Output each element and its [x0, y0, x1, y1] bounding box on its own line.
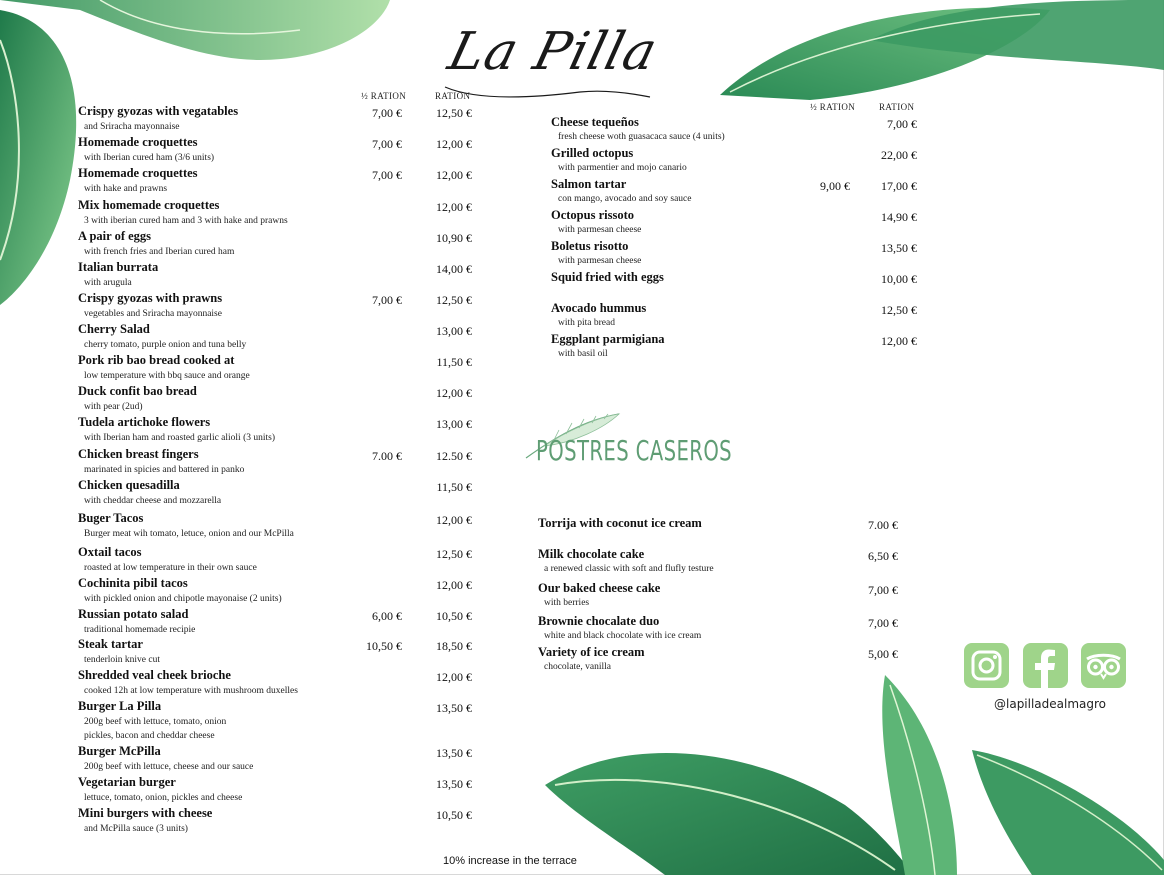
item-name: Squid fried with eggs [551, 270, 664, 284]
item-name: Italian burrata [78, 260, 159, 274]
item-description: with hake and prawns [84, 184, 168, 194]
item-description: 200g beef with lettuce, tomato, onion [84, 717, 227, 727]
ration-price: 12,50 € [436, 547, 472, 561]
dessert-price: 6,50 € [868, 549, 898, 563]
item-description: 3 with iberian cured ham and 3 with hake and prawns [84, 216, 288, 226]
ration-price: 18,50 € [436, 639, 472, 653]
item-name: Buger Tacos [78, 511, 144, 525]
half-ration-price: 10,50 € [366, 639, 402, 653]
item-description: con mango, avocado and soy sauce [558, 194, 692, 204]
dessert-price: 7,00 € [868, 616, 898, 630]
item-name: Duck confit bao bread [78, 384, 197, 398]
dessert-name: Torrija with coconut ice cream [538, 516, 702, 530]
dessert-description: a renewed classic with soft and flufly testure [544, 564, 714, 574]
ration-price: 10,50 € [436, 609, 472, 623]
ration-price: 12,00 € [436, 137, 472, 151]
tripadvisor-button[interactable] [1081, 643, 1126, 688]
dessert-name: Our baked cheese cake [538, 581, 661, 595]
item-name: Chicken quesadilla [78, 478, 180, 492]
item-description: roasted at low temperature in their own sauce [84, 563, 257, 573]
item-description: marinated in spicies and battered in panko [84, 465, 245, 475]
item-name: Mix homemade croquettes [78, 198, 220, 212]
restaurant-logo [440, 22, 664, 102]
item-name: Homemade croquettes [78, 166, 198, 180]
item-name: Oxtail tacos [78, 545, 142, 559]
item-name: Crispy gyozas with prawns [78, 291, 223, 305]
terrace-surcharge-note: 10% increase in the terrace [443, 855, 577, 867]
dessert-description: chocolate, vanilla [544, 662, 611, 672]
item-description: with pickled onion and chipotle mayonaise (2 units) [84, 594, 282, 604]
half-ration-price: 7.00 € [372, 449, 402, 463]
item-name: Grilled octopus [551, 146, 634, 160]
ration-price: 13,00 € [436, 324, 472, 338]
item-name: Cheese tequeños [551, 115, 639, 129]
item-description: with cheddar cheese and mozzarella [84, 496, 222, 506]
item-name: Mini burgers with cheese [78, 806, 213, 820]
item-description: low temperature with bbq sauce and orange [84, 371, 250, 381]
item-name: Homemade croquettes [78, 135, 198, 149]
social-handle: @lapilladealmagro [994, 697, 1107, 711]
ration-price: 13,50 € [436, 777, 472, 791]
item-name: Pork rib bao bread cooked at [78, 353, 235, 367]
half-ration-price: 7,00 € [372, 168, 402, 182]
item-name: Cherry Salad [78, 322, 150, 336]
item-description: vegetables and Sriracha mayonnaise [84, 309, 222, 319]
item-name: A pair of eggs [78, 229, 152, 243]
right-ration-header: RATION [879, 102, 915, 112]
leaf-bottom-center-decoration [545, 675, 957, 875]
ration-price: 7,00 € [887, 117, 917, 131]
tripadvisor-icon [1081, 643, 1126, 688]
dessert-name: Brownie chocalate duo [538, 614, 660, 628]
right-half-ration-header: ½ RATION [810, 102, 856, 112]
item-description-line2: pickles, bacon and cheddar cheese [84, 731, 215, 741]
item-name: Vegetarian burger [78, 775, 176, 789]
item-description: and Sriracha mayonnaise [84, 122, 180, 132]
item-description: with pita bread [558, 318, 615, 328]
item-name: Boletus risotto [551, 239, 629, 253]
ration-price: 17,00 € [881, 179, 917, 193]
ration-price: 12,00 € [436, 670, 472, 684]
item-name: Salmon tartar [551, 177, 627, 191]
half-ration-price: 9,00 € [820, 179, 850, 193]
ration-price: 12,50 € [881, 303, 917, 317]
ration-price: 10,00 € [881, 272, 917, 286]
logo-swash-icon [440, 67, 660, 107]
ration-price: 12,00 € [436, 513, 472, 527]
item-description: fresh cheese woth guasacaca sauce (4 units) [558, 132, 725, 142]
item-name: Burger McPilla [78, 744, 161, 758]
item-name: Chicken breast fingers [78, 447, 199, 461]
leaf-bottom-right-decoration [972, 740, 1164, 875]
item-description: tenderloin knive cut [84, 655, 160, 665]
left-half-ration-header: ½ RATION [361, 91, 407, 101]
item-name: Tudela artichoke flowers [78, 415, 211, 429]
ration-price: 12,00 € [436, 578, 472, 592]
item-name: Crispy gyozas with vegatables [78, 104, 239, 118]
item-description: with french fries and Iberian cured ham [84, 247, 235, 257]
ration-price: 13,00 € [436, 417, 472, 431]
ration-price: 10,90 € [436, 231, 472, 245]
ration-price: 13,50 € [881, 241, 917, 255]
item-description: with Iberian cured ham (3/6 units) [84, 153, 215, 163]
item-name: Russian potato salad [78, 607, 189, 621]
item-description: cherry tomato, purple onion and tuna belly [84, 340, 247, 350]
facebook-icon [1023, 643, 1068, 688]
item-description: with arugula [84, 278, 132, 288]
item-name: Shredded veal cheek brioche [78, 668, 231, 682]
item-name: Steak tartar [78, 637, 143, 651]
left-ration-header: RATION [435, 91, 471, 101]
dessert-description: with berries [544, 598, 590, 608]
item-name: Burger La Pilla [78, 699, 162, 713]
dessert-price: 7.00 € [868, 518, 898, 532]
half-ration-price: 7,00 € [372, 137, 402, 151]
item-name: Octopus rissoto [551, 208, 634, 222]
ration-price: 12,00 € [436, 200, 472, 214]
item-description: with parmesan cheese [558, 225, 642, 235]
item-name: Cochinita pibil tacos [78, 576, 188, 590]
ration-price: 12.50 € [436, 449, 472, 463]
item-description: with Iberian ham and roasted garlic alioli (3 units) [84, 433, 275, 443]
item-description: traditional homemade recipie [84, 625, 196, 635]
instagram-button[interactable] [964, 643, 1009, 688]
dessert-description: white and black chocolate with ice cream [544, 631, 702, 641]
half-ration-price: 7,00 € [372, 293, 402, 307]
item-name: Avocado hummus [551, 301, 647, 315]
ration-price: 12,50 € [436, 293, 472, 307]
dessert-name: Milk chocolate cake [538, 547, 645, 561]
item-description: with parmentier and mojo canario [558, 163, 687, 173]
item-description: cooked 12h at low temperature with mushroom duxelles [84, 686, 298, 696]
item-description: Burger meat wih tomato, letuce, onion and our McPilla [84, 529, 294, 539]
item-description: with pear (2ud) [84, 402, 143, 412]
ration-price: 13,50 € [436, 746, 472, 760]
dessert-name: Variety of ice cream [538, 645, 645, 659]
facebook-button[interactable] [1023, 643, 1068, 688]
item-description: 200g beef with lettuce, cheese and our sauce [84, 762, 254, 772]
item-description: and McPilla sauce (3 units) [84, 824, 188, 834]
item-name: Eggplant parmigiana [551, 332, 665, 346]
instagram-icon [964, 643, 1009, 688]
ration-price: 11,50 € [436, 480, 472, 494]
ration-price: 13,50 € [436, 701, 472, 715]
item-description: with parmesan cheese [558, 256, 642, 266]
half-ration-price: 6,00 € [372, 609, 402, 623]
item-description: lettuce, tomato, onion, pickles and cheese [84, 793, 243, 803]
dessert-price: 7,00 € [868, 583, 898, 597]
item-description: with basil oil [558, 349, 608, 359]
ration-price: 14,90 € [881, 210, 917, 224]
ration-price: 11,50 € [436, 355, 472, 369]
ration-price: 12,00 € [436, 386, 472, 400]
dessert-price: 5,00 € [868, 647, 898, 661]
ration-price: 10,50 € [436, 808, 472, 822]
leaf-top-right-decoration [720, 0, 1164, 110]
restaurant-name: La Pilla [442, 22, 664, 82]
ration-price: 22,00 € [881, 148, 917, 162]
ration-price: 12,50 € [436, 106, 472, 120]
desserts-title: POSTRES CASEROS [536, 434, 733, 467]
ration-price: 12,00 € [436, 168, 472, 182]
half-ration-price: 7,00 € [372, 106, 402, 120]
ration-price: 14,00 € [436, 262, 472, 276]
ration-price: 12,00 € [881, 334, 917, 348]
